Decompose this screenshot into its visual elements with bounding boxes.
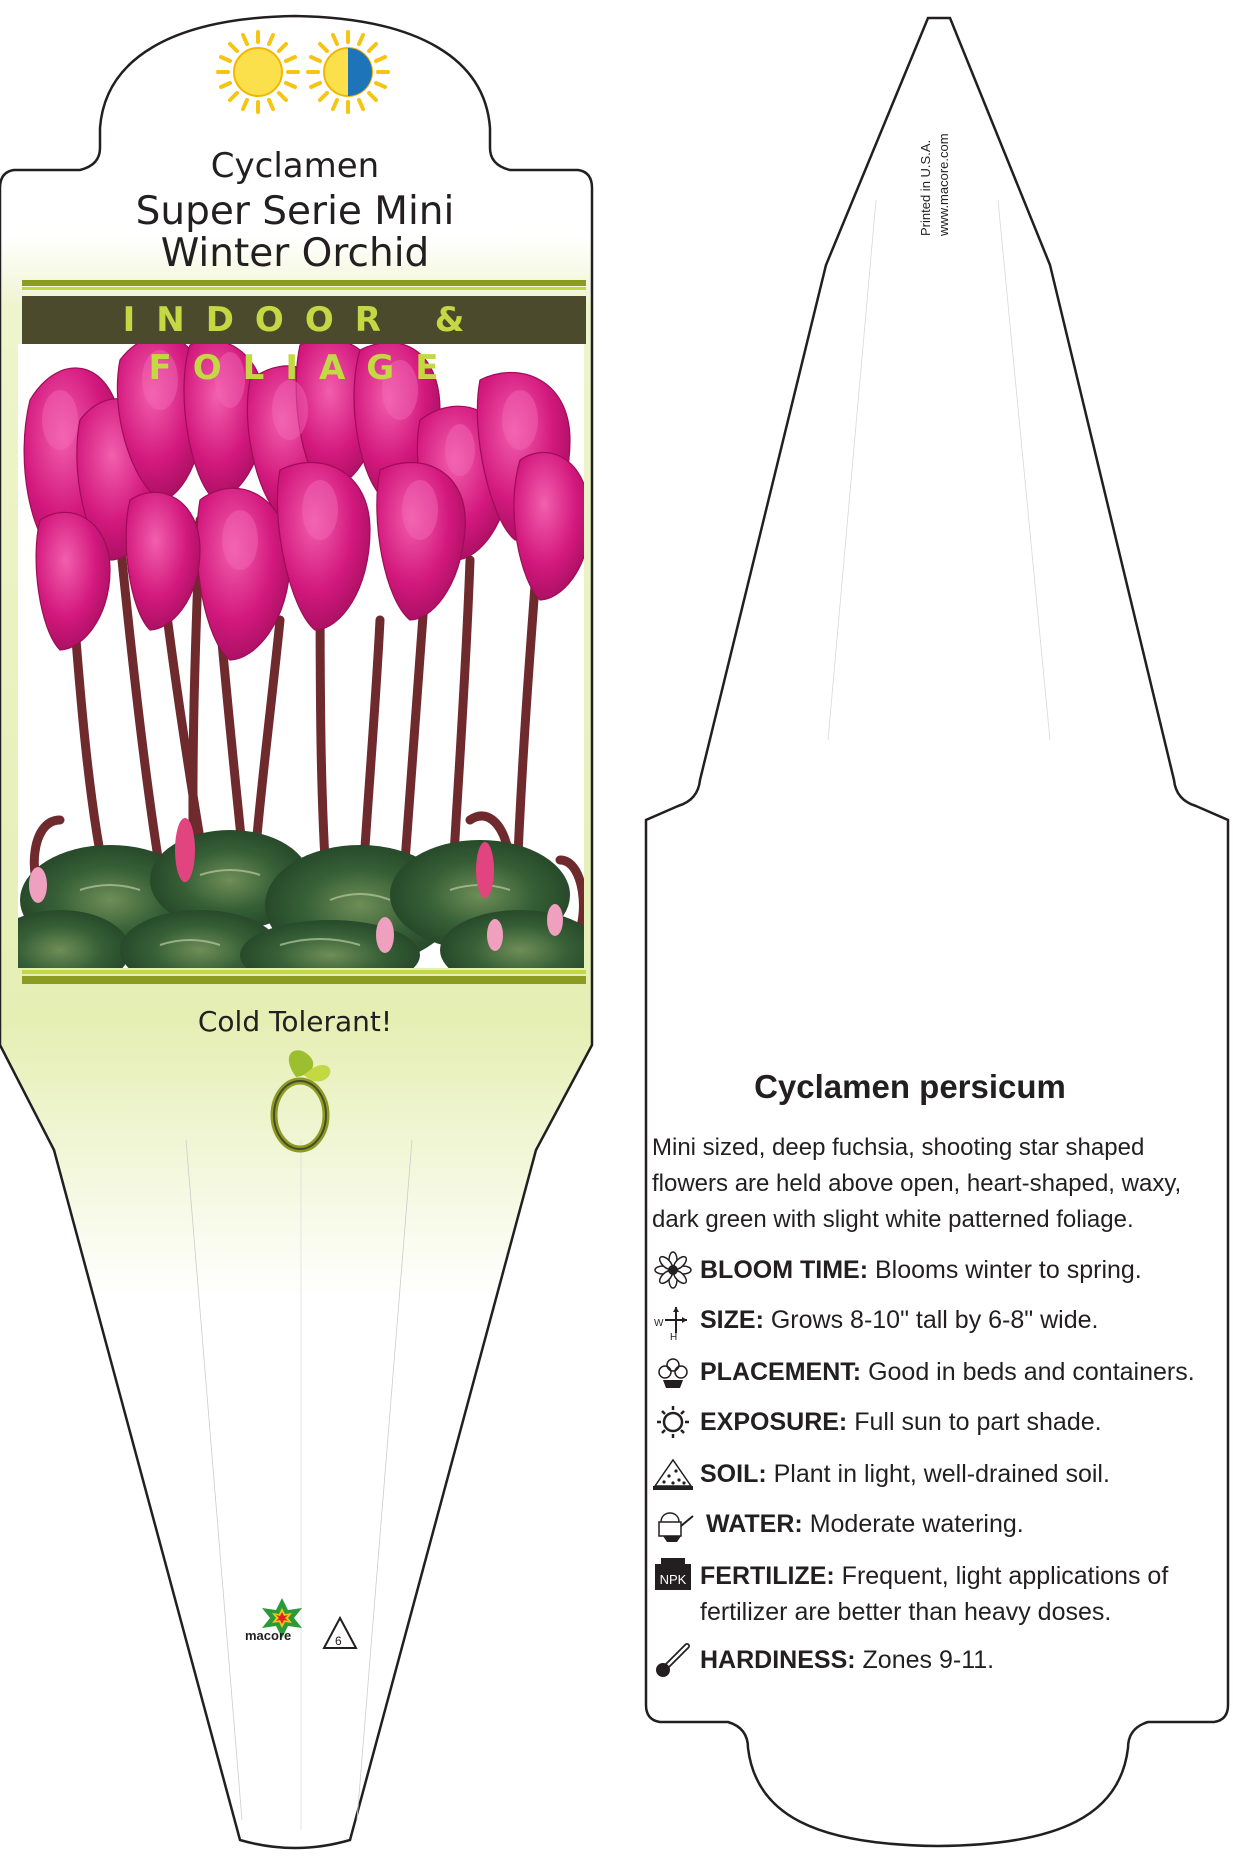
care-label: PLACEMENT: xyxy=(700,1358,862,1386)
care-row-soil xyxy=(700,1456,1233,1492)
care-label: SIZE: xyxy=(700,1306,764,1334)
care-text: Blooms winter to spring. xyxy=(874,1256,1142,1284)
category-banner: INDOOR & FOLIAGE xyxy=(22,296,586,344)
care-text: Plant in light, well-drained soil. xyxy=(773,1460,1110,1488)
care-text: Frequent, light applications of fertilizer are better than heavy doses. xyxy=(700,1562,1169,1626)
cultivar-name-line1: Super Serie Mini xyxy=(135,189,455,234)
care-text: Zones 9-11. xyxy=(862,1646,995,1674)
care-row-placement xyxy=(700,1354,1233,1390)
tagline: Cold Tolerant! xyxy=(197,1005,393,1038)
care-text: Good in beds and containers. xyxy=(868,1358,1195,1386)
care-label: BLOOM TIME: xyxy=(700,1256,869,1284)
genus-name: Cyclamen xyxy=(210,146,380,186)
plant-photo xyxy=(0,336,600,990)
care-label: SOIL: xyxy=(700,1460,767,1488)
care-row-bloom-time xyxy=(700,1252,1233,1288)
size-icon-w-label: W xyxy=(654,1318,664,1329)
care-row-fertilize xyxy=(700,1558,1220,1630)
care-label: WATER: xyxy=(706,1510,803,1538)
care-label: FERTILIZE: xyxy=(700,1562,835,1590)
printed-in-label: Printed in U.S.A. xyxy=(918,139,933,236)
care-text: Full sun to part shade. xyxy=(854,1408,1102,1436)
macore-logo-text: macore xyxy=(245,1628,292,1643)
care-row-exposure xyxy=(700,1404,1233,1440)
cultivar-name-line2: Winter Orchid xyxy=(160,231,430,276)
care-label: EXPOSURE: xyxy=(700,1408,848,1436)
care-text: Grows 8-10" tall by 6-8" wide. xyxy=(770,1306,1099,1334)
npk-icon-label: NPK xyxy=(659,1572,687,1587)
size-icon-h-label: H xyxy=(670,1332,678,1343)
care-text: Moderate watering. xyxy=(809,1510,1024,1538)
recycle-number: 6 xyxy=(335,1634,342,1648)
scientific-name: Cyclamen persicum xyxy=(754,1068,1066,1105)
flower-icon xyxy=(655,1252,691,1288)
care-row-size xyxy=(700,1302,1233,1338)
part-shade-icon xyxy=(308,32,388,112)
plant-description: Mini sized, deep fuchsia, shooting star shaped flowers are held above open, heart-shaped, waxy, dark green with slight white patterned foliage. xyxy=(652,1134,1182,1233)
full-sun-icon xyxy=(218,32,298,112)
care-row-hardiness xyxy=(700,1642,1233,1678)
care-row-water xyxy=(706,1506,1233,1542)
care-label: HARDINESS: xyxy=(700,1646,856,1674)
website-label: www.macore.com xyxy=(936,133,951,236)
